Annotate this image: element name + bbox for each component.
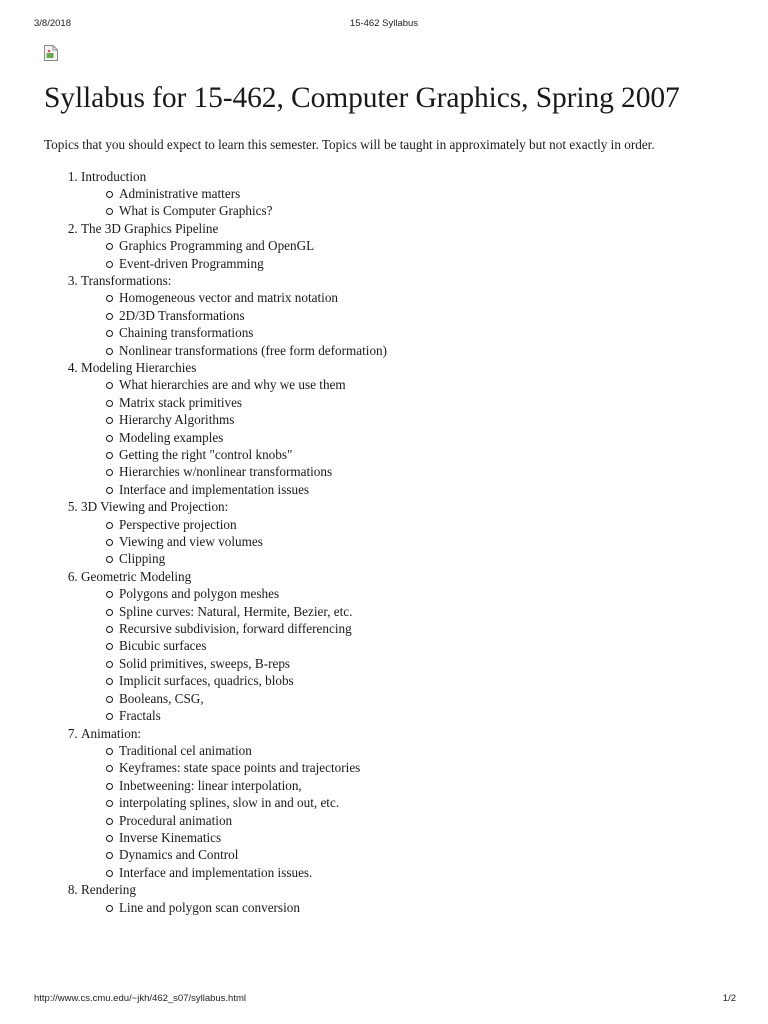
subtopic-item: 2D/3D Transformations [119, 307, 728, 324]
subtopic-item: Clipping [119, 550, 728, 567]
subtopic-item: Booleans, CSG, [119, 690, 728, 707]
subtopic-item: Homogeneous vector and matrix notation [119, 289, 728, 306]
subtopic-list [81, 237, 728, 272]
subtopic-item: Fractals [119, 707, 728, 724]
print-page-number: 1/2 [722, 993, 736, 1004]
print-date: 3/8/2018 [34, 18, 71, 29]
subtopic-item: Viewing and view volumes [119, 533, 728, 550]
print-url: http://www.cs.cmu.edu/~jkh/462_s07/syllabus.html [34, 993, 247, 1004]
subtopic-item: Modeling examples [119, 429, 728, 446]
subtopic-item: Matrix stack primitives [119, 394, 728, 411]
subtopic-item: Polygons and polygon meshes [119, 585, 728, 602]
topic-item [81, 272, 728, 359]
topic-label: The 3D Graphics Pipeline [81, 220, 219, 236]
subtopic-item: Procedural animation [119, 812, 728, 829]
topic-label: Rendering [81, 882, 136, 898]
subtopic-list [81, 899, 728, 916]
topic-item [81, 220, 728, 272]
subtopic-item: interpolating splines, slow in and out, etc. [119, 794, 728, 811]
subtopic-item: Chaining transformations [119, 324, 728, 341]
topic-label: Geometric Modeling [81, 568, 192, 584]
subtopic-list [81, 376, 728, 498]
subtopic-item: Traditional cel animation [119, 742, 728, 759]
subtopic-item: Interface and implementation issues [119, 481, 728, 498]
print-footer [0, 993, 768, 1007]
subtopic-item: Inbetweening: linear interpolation, [119, 777, 728, 794]
subtopic-item: Inverse Kinematics [119, 829, 728, 846]
topic-label: 3D Viewing and Projection: [81, 499, 229, 515]
topic-label: Transformations: [81, 272, 172, 288]
topic-item [81, 359, 728, 498]
print-header [0, 18, 768, 32]
broken-image-icon [43, 44, 59, 62]
topic-label: Introduction [81, 168, 147, 184]
subtopic-item: Bicubic surfaces [119, 637, 728, 654]
topic-item [81, 568, 728, 725]
subtopic-item: Recursive subdivision, forward differencing [119, 620, 728, 637]
topic-item [81, 498, 728, 568]
subtopic-item: Administrative matters [119, 185, 728, 202]
page-content [44, 80, 728, 916]
page-title: Syllabus for 15-462, Computer Graphics, Spring 2007 [44, 82, 680, 114]
subtopic-list [81, 516, 728, 568]
subtopic-list [81, 289, 728, 359]
subtopic-item: Solid primitives, sweeps, B-reps [119, 655, 728, 672]
subtopic-item: Spline curves: Natural, Hermite, Bezier, etc. [119, 603, 728, 620]
subtopic-item: Hierarchy Algorithms [119, 411, 728, 428]
subtopic-item: Implicit surfaces, quadrics, blobs [119, 672, 728, 689]
subtopic-item: Graphics Programming and OpenGL [119, 237, 728, 254]
subtopic-item: Nonlinear transformations (free form deformation) [119, 342, 728, 359]
topics-list [44, 168, 728, 916]
topic-item [81, 168, 728, 220]
subtopic-item: What is Computer Graphics? [119, 202, 728, 219]
subtopic-item: Hierarchies w/nonlinear transformations [119, 463, 728, 480]
subtopic-item: What hierarchies are and why we use them [119, 376, 728, 393]
subtopic-item: Perspective projection [119, 516, 728, 533]
topic-label: Animation: [81, 725, 142, 741]
subtopic-item: Event-driven Programming [119, 255, 728, 272]
intro-paragraph: Topics that you should expect to learn this semester. Topics will be taught in approximately but not exactly in order. [44, 137, 655, 152]
subtopic-item: Getting the right "control knobs" [119, 446, 728, 463]
subtopic-item: Keyframes: state space points and trajectories [119, 759, 728, 776]
print-title: 15-462 Syllabus [349, 18, 419, 29]
topic-item [81, 725, 728, 882]
subtopic-list [81, 742, 728, 881]
subtopic-list [81, 585, 728, 724]
subtopic-item: Dynamics and Control [119, 846, 728, 863]
topic-item [81, 881, 728, 916]
subtopic-list [81, 185, 728, 220]
topic-label: Modeling Hierarchies [81, 359, 197, 375]
subtopic-item: Line and polygon scan conversion [119, 899, 728, 916]
subtopic-item: Interface and implementation issues. [119, 864, 728, 881]
